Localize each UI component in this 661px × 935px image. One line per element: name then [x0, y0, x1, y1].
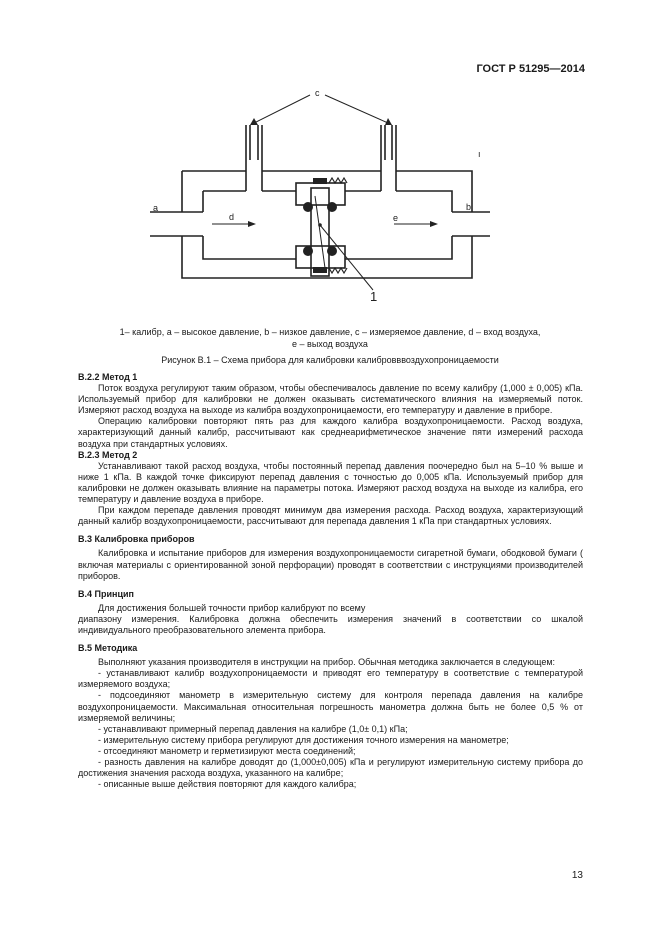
- paragraph: Выполняют указания производителя в инструкции на прибор. Обычная методика заключается в следующем:: [98, 657, 556, 668]
- heading-b5: В.5 Методика: [78, 643, 138, 654]
- paragraph: Для достижения большей точности прибор калибруют по всему: [98, 602, 366, 613]
- paragraph: При каждом перепаде давления проводят минимум два измерения расхода. Расход воздуха, характеризующий данный калибр воздухопроницаемости, рассчитывают для перепада давления 1 кПа при стандартных условиях.: [78, 505, 583, 527]
- label-a: a: [153, 203, 159, 213]
- heading-b4: В.4 Принцип: [78, 588, 134, 599]
- paragraph: Калибровка и испытание приборов для измерения воздухопроницаемости сигаретной бумаги, ободковой бумаги ( включая материалы с ориентированной зоной перфорации) проводят в соответствии с инструкциями производителей приборов.: [78, 548, 583, 581]
- standard-header: ГОСТ Р 51295—2014: [476, 63, 585, 75]
- figure-legend: [60, 326, 600, 350]
- heading-b22: В.2.2 Метод 1: [78, 372, 138, 382]
- label-b: b: [466, 202, 472, 212]
- document-body: [78, 372, 583, 790]
- label-c: c: [315, 88, 320, 98]
- page-number: 13: [571, 870, 583, 881]
- list-item: - устанавливают калибр воздухопроницаемости и приводят его температуру в соответствие с температурой измеряемого воздуха;: [78, 668, 583, 690]
- figure-title: Рисунок В.1 – Схема прибора для калибровки калибровввоздухопроницаемости: [161, 355, 499, 365]
- heading-b23: В.2.3 Метод 2: [78, 449, 138, 460]
- list-item: - отсоединяют манометр и герметизируют места соединений;: [98, 745, 356, 756]
- paragraph: Поток воздуха регулируют таким образом, чтобы обеспечивалось давление по всему калибру (1,000 ± 0,005) кПа. Используемый прибор для калибровки не должен оказывать систематического влияния на измеряемый поток. Измеряют расход воздуха на выходе из калибра воздухопроницаемости, его температуру и давление в приборе.: [78, 383, 583, 416]
- legend-line-2: е – выход воздуха: [292, 339, 368, 349]
- list-item: - разность давления на калибре доводят до (1,000±0,005) кПа и регулируют измерительную систему прибора до достижения значения расхода воздуха, указанного на калибре;: [78, 757, 583, 779]
- svg-text:ı: ı: [478, 149, 481, 159]
- label-1: 1: [370, 289, 378, 304]
- list-item: - подсоединяют манометр в измерительную систему для контроля перепада давления на калибре воздухопроницаемости. Максимальная относительная погрешность манометра должна быть не более 0,5 % от измеряемой величины;: [78, 690, 583, 723]
- list-item: - устанавливают примерный перепад давления на калибре (1,0± 0,1) кПа;: [98, 723, 408, 734]
- list-item: - описанные выше действия повторяют для каждого калибра;: [98, 779, 357, 790]
- label-d: d: [229, 212, 235, 222]
- paragraph: Операцию калибровки повторяют пять раз для каждого калибра воздухопроницаемости. Расход воздуха, характеризующий данный калибр, рассчитывают как среднеарифметическое значение пяти измерений расхода воздуха при стандартных условиях.: [78, 416, 583, 449]
- label-e: e: [393, 213, 399, 223]
- calibration-device-diagram: [0, 0, 661, 320]
- heading-b3: В.3 Калибровка приборов: [78, 534, 195, 545]
- paragraph: Устанавливают такой расход воздуха, чтобы постоянный перепад давления поочередно был на 5–10 % выше и ниже 1 кПа. В каждой точке фиксируют перепад давления с точностью до 0,005 кПа. Используемый прибор для калибровки не должен оказывать влияние на параметры потока. Измеряют расход воздуха на выходе из калибра, его температуру и давление воздуха в приборе.: [78, 460, 583, 505]
- paragraph: диапазону измерения. Калибровка должна обеспечить измерения значений в соответствии со шкалой индивидуального преобразовательного элемента прибора.: [78, 613, 583, 635]
- legend-line-1: 1– калибр, а – высокое давление, b – низкое давление, с – измеряемое давление, d – вход воздуха,: [119, 327, 541, 337]
- list-item: - измерительную систему прибора регулируют для достижения точного измерения на манометре;: [98, 734, 509, 745]
